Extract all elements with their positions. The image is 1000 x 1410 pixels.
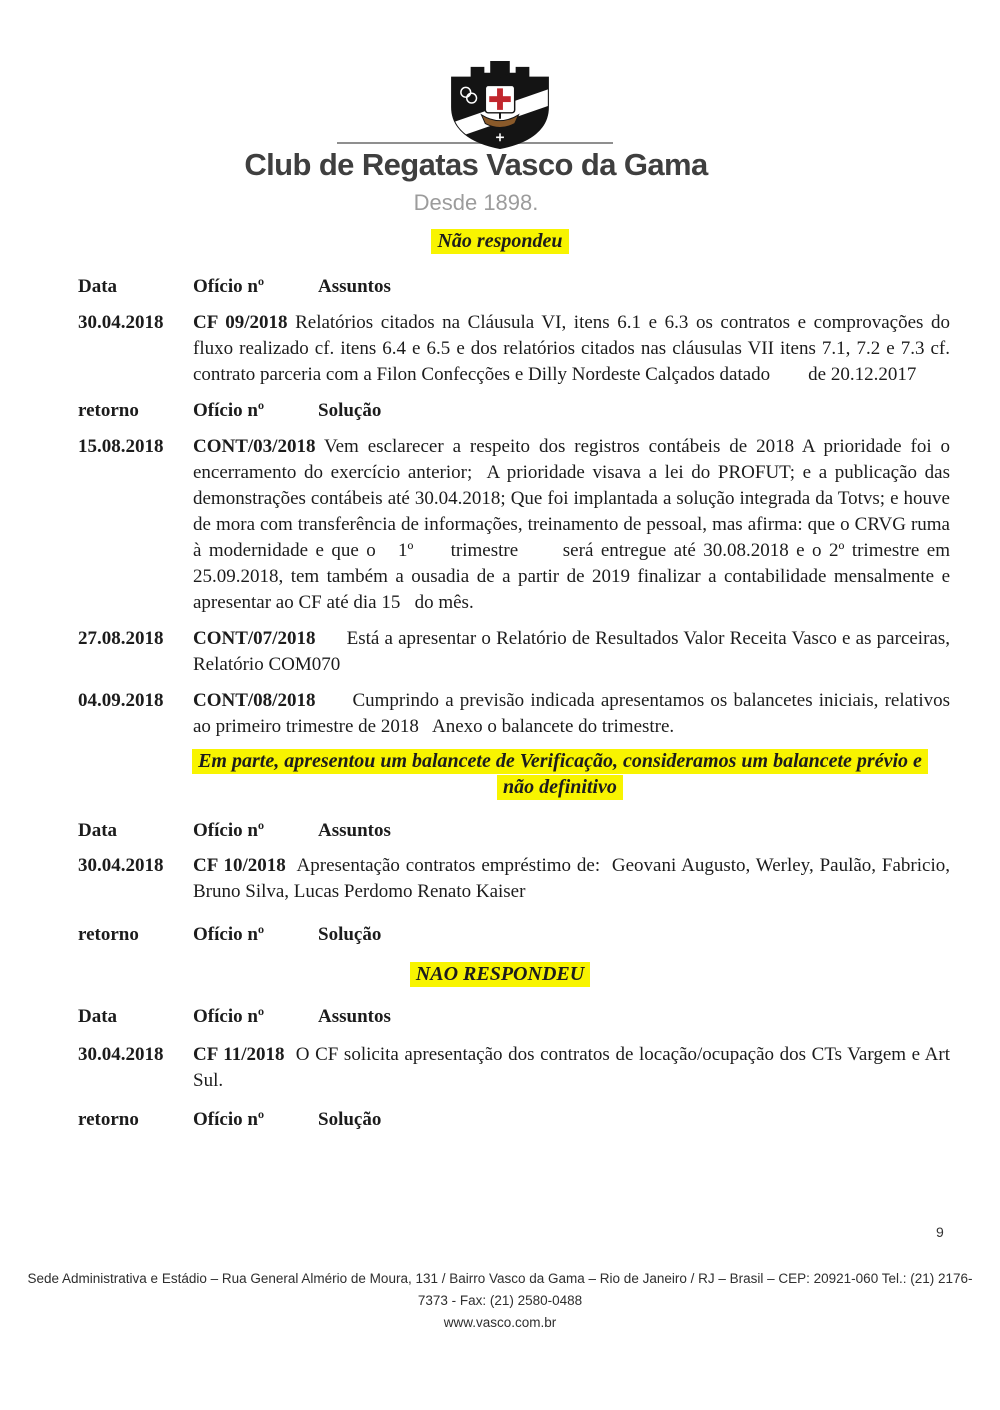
row-date: 04.09.2018 [78,690,164,711]
club-name: Club de Regatas Vasco da Gama [244,147,708,182]
col-label-oficio: Ofício nº [193,924,265,945]
table-header-assuntos-2 [78,818,950,844]
highlighted-status: Em parte, apresentou um balancete de Verificação, consideramos um balancete prévio e não definitivo [192,749,928,800]
footer-address-line2: 7373 - Fax: (21) 2580-0488 [417,1293,583,1308]
row-date: 30.04.2018 [78,312,164,333]
row-ref: CF 09/2018 [193,312,288,333]
row-text: Cumprindo a previsão indicada apresentamos os balancetes iniciais, relativos ao primeiro trimestre de 2018 Anexo o balancete do trimestre. [193,690,955,737]
row-subject [193,1042,955,1094]
col-label-oficio: Ofício nº [193,400,265,421]
table-header-solucao-2 [78,922,950,948]
row-text: Vem esclarecer a respeito dos registros contábeis de 2018 A prioridade foi o encerramento do exercício anterior; A prioridade visava a lei do PROFUT; e a publicação das demonstrações contábeis até 30.04.2018; Que foi implantada a solução integrada da Totvs; e houve de mora com transferência de informações, treinamento de pessoal, mas afirma: que o CRVG ruma à modernidade e que o 1º trimestre será entregue até 30.08.2018 e o 2º trimestre em 25.09.2018, tem também a ousadia de a partir de 2019 finalizar a contabilidade mensalmente e apresentar ao CF até dia 15 do mês. [193,436,955,613]
table-row-cont-03-2018 [78,434,955,616]
row-date: 30.04.2018 [78,1044,164,1065]
table-row-cf-09-2018 [78,310,955,388]
vasco-crest-icon [444,60,556,150]
row-subject [193,688,955,740]
col-label-oficio: Ofício nº [193,276,265,297]
col-label-assuntos: Assuntos [318,276,391,297]
row-subject [193,310,955,388]
row-text: Apresentação contratos empréstimo de: Geovani Augusto, Werley, Paulão, Fabricio, Bruno Silva, Lucas Perdomo Renato Kaiser [193,855,955,902]
col-label-retorno: retorno [78,400,139,421]
col-label-oficio: Ofício nº [193,1109,265,1130]
table-header-assuntos-3 [78,1004,950,1030]
col-label-solucao: Solução [318,924,382,945]
callout-em-parte [190,748,930,800]
col-label-assuntos: Assuntos [318,820,391,841]
row-text: Está a apresentar o Relatório de Resultados Valor Receita Vasco e as parceiras, Relatório COM070 [193,628,955,675]
footer-address-line1: Sede Administrativa e Estádio – Rua General Almério de Moura, 131 / Bairro Vasco da Gama – Rio de Janeiro / RJ – Brasil – CEP: 20921-060 Tel.: (21) 2176- [27,1271,973,1286]
row-text: Relatórios citados na Cláusula VI, itens 6.1 e 6.3 os contratos e comprovações do fluxo realizado cf. itens 6.4 e 6.5 e dos relatórios citados nas cláusulas VII itens 7.1, 7.2 e 7.3 cf. contrato parceria com a Filon Confecções e Dilly Nordeste Calçados datado de 20.12.2017 [193,312,955,385]
row-date: 27.08.2018 [78,628,164,649]
document-body [0,228,1000,1133]
row-ref: CONT/08/2018 [193,690,316,711]
callout-nao-respondeu-caps [0,961,1000,987]
highlighted-status: NAO RESPONDEU [410,962,590,987]
page-number: 9 [936,1224,944,1240]
row-subject [193,434,955,616]
club-tagline: Desde 1898. [413,190,539,215]
col-label-data: Data [78,1006,118,1027]
vasco-crest-logo [444,60,556,150]
highlighted-status: Não respondeu [431,229,568,254]
col-label-solucao: Solução [318,400,382,421]
row-ref: CF 11/2018 [193,1044,285,1065]
table-row-cont-08-2018 [78,688,955,740]
col-label-oficio: Ofício nº [193,820,265,841]
callout-nao-respondeu [0,228,1000,254]
document-footer [0,1268,1000,1334]
col-label-data: Data [78,820,118,841]
row-text: O CF solicita apresentação dos contratos de locação/ocupação dos CTs Vargem e Art Sul. [193,1044,955,1091]
row-subject [193,853,955,905]
table-row-cf-11-2018 [78,1042,955,1094]
table-row-cf-10-2018 [78,853,955,905]
col-label-data: Data [78,276,118,297]
col-label-oficio: Ofício nº [193,1006,265,1027]
col-label-assuntos: Assuntos [318,1006,391,1027]
row-ref: CONT/03/2018 [193,436,316,457]
row-ref: CONT/07/2018 [193,628,316,649]
col-label-retorno: retorno [78,1109,139,1130]
row-date: 30.04.2018 [78,855,164,876]
table-header-solucao-3 [78,1107,950,1133]
col-label-retorno: retorno [78,924,139,945]
table-header-solucao-1 [78,398,950,424]
table-header-assuntos-1 [78,274,950,300]
table-row-cont-07-2018 [78,626,955,678]
row-subject [193,626,955,678]
row-ref: CF 10/2018 [193,855,286,876]
col-label-solucao: Solução [318,1109,382,1130]
footer-website: www.vasco.com.br [443,1315,557,1330]
row-date: 15.08.2018 [78,436,164,457]
